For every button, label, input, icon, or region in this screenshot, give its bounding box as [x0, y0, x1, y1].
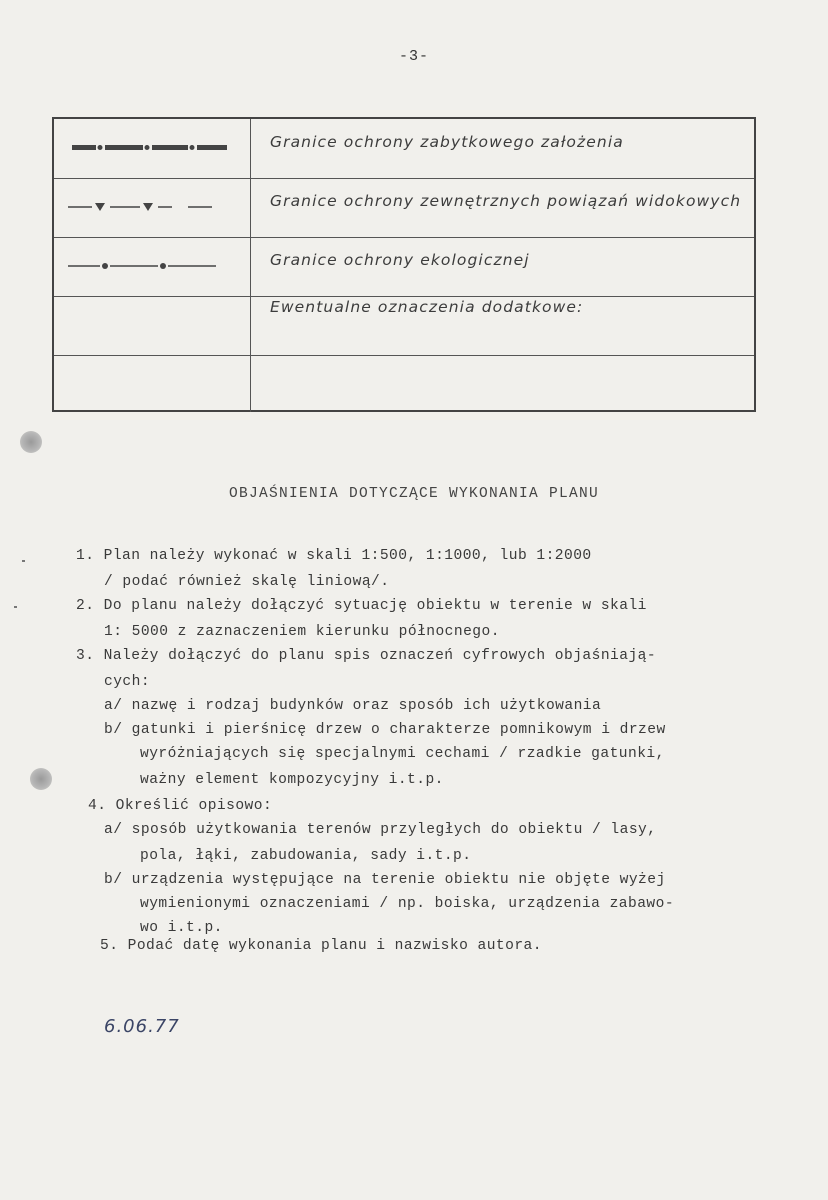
punch-hole	[30, 768, 52, 790]
instructions-heading: OBJAŚNIENIA DOTYCZĄCE WYKONANIA PLANU	[228, 486, 600, 502]
legend-symbol-dash-dot	[54, 119, 251, 178]
dot-line-icon	[54, 237, 251, 296]
instruction-line: 4. Określić opisowo:	[88, 798, 273, 814]
instruction-line: 1: 5000 z zaznaczeniem kierunku północnego.	[104, 624, 500, 640]
legend-symbol-empty	[54, 296, 251, 355]
speck	[14, 606, 17, 608]
instruction-line: b/ gatunki i pierśnicę drzew o charakterze pomnikowym i drzew	[104, 722, 666, 738]
legend-table	[52, 117, 756, 412]
legend-row-heritage-boundary	[54, 119, 754, 179]
legend-label: Ewentualne oznaczenia dodatkowe:	[270, 298, 584, 316]
instruction-line: a/ sposób użytkowania terenów przyległych do obiektu / lasy,	[104, 822, 657, 838]
legend-label: Granice ochrony zabytkowego założenia	[270, 133, 624, 151]
instruction-line: 5. Podać datę wykonania planu i nazwisko autora.	[100, 938, 542, 954]
legend-row-additional	[54, 296, 754, 356]
instruction-line: a/ nazwę i rodzaj budynków oraz sposób ich użytkowania	[104, 698, 602, 714]
legend-symbol-triangle-line	[54, 178, 251, 237]
legend-symbol-dot-line	[54, 237, 251, 296]
legend-row-view-connections	[54, 178, 754, 238]
instruction-line: wo i.t.p.	[140, 920, 223, 936]
instruction-line: 1. Plan należy wykonać w skali 1:500, 1:1000, lub 1:2000	[76, 548, 592, 564]
punch-hole	[20, 431, 42, 453]
instruction-line: wymienionymi oznaczeniami / np. boiska, urządzenia zabawo-	[140, 896, 675, 912]
instruction-line: wyróżniających się specjalnymi cechami / rzadkie gatunki,	[140, 746, 665, 762]
legend-symbol-empty	[54, 355, 251, 412]
instruction-line: / podać również skalę liniową/.	[104, 574, 390, 590]
legend-row-ecological	[54, 237, 754, 297]
legend-label: Granice ochrony zewnętrznych powiązań widokowych	[270, 192, 742, 210]
dash-dot-line-icon	[54, 119, 251, 178]
legend-label: Granice ochrony ekologicznej	[270, 251, 530, 269]
handwritten-date: 6.06.77	[104, 1016, 180, 1037]
page-number: -3-	[398, 48, 429, 65]
instruction-line: pola, łąki, zabudowania, sady i.t.p.	[140, 848, 472, 864]
triangle-line-icon	[54, 178, 251, 237]
instruction-line: b/ urządzenia występujące na terenie obiektu nie objęte wyżej	[104, 872, 666, 888]
instruction-line: 2. Do planu należy dołączyć sytuację obiektu w terenie w skali	[76, 598, 647, 614]
speck	[22, 560, 25, 562]
instruction-line: ważny element kompozycyjny i.t.p.	[140, 772, 444, 788]
legend-row-blank	[54, 355, 754, 412]
instruction-line: cych:	[104, 674, 151, 690]
instruction-line: 3. Należy dołączyć do planu spis oznaczeń cyfrowych objaśniają-	[76, 648, 657, 664]
